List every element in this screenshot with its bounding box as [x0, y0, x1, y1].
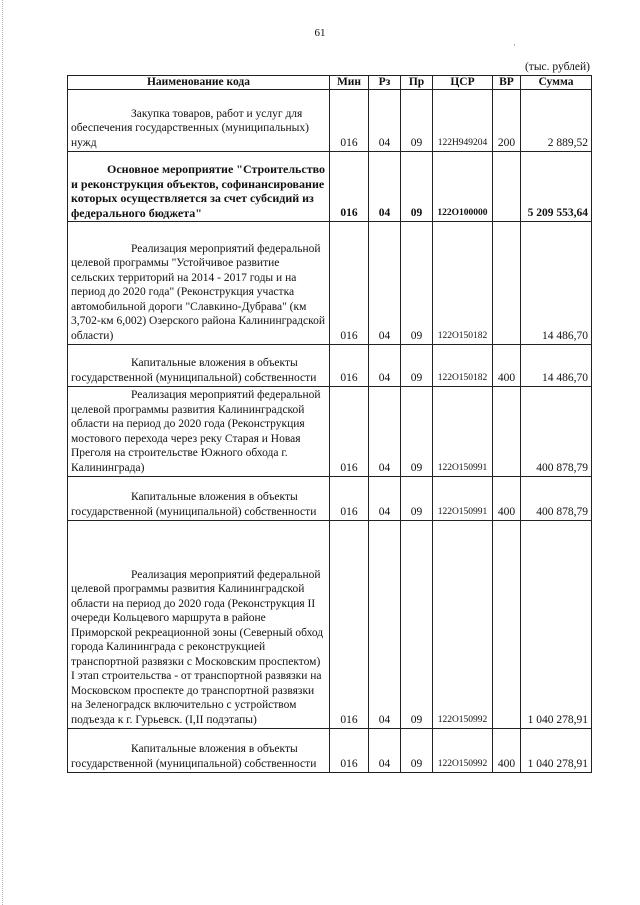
- row-name: Капитальные вложения в объекты государственной (муниципальной) собственности: [68, 729, 330, 773]
- col-header-rz: Рз: [369, 76, 401, 90]
- row-name: Капитальные вложения в объекты государственной (муниципальной) собственности: [68, 477, 330, 521]
- row-rz: 04: [369, 222, 401, 345]
- col-header-sum: Сумма: [521, 76, 592, 90]
- scan-margin-line: [2, 0, 3, 905]
- col-header-min: Мин: [330, 76, 369, 90]
- row-csr: 122О150992: [433, 729, 493, 773]
- row-min: 016: [330, 90, 369, 152]
- row-csr: 122О150182: [433, 222, 493, 345]
- row-pr: 09: [401, 345, 433, 387]
- row-pr: 09: [401, 477, 433, 521]
- row-rz: 04: [369, 387, 401, 477]
- units-label: (тыс. рублей): [524, 61, 590, 73]
- table-row: [68, 521, 592, 729]
- row-sum: 400 878,79: [521, 387, 592, 477]
- row-sum: 2 889,52: [521, 90, 592, 152]
- row-name: Реализация мероприятий федеральной целевой программы развития Калининградской области на период до 2020 года (Реконструкция II очереди Кольцевого маршрута в районе Приморской рекреационной зоны (Северный обход города Калининграда с реконструкцией транспортной развязки с Московским проспектом) I этап строительства - от транспортной развязки на Московском проспекте до транспортной развязки на Зеленоградск включительно с устройством подъезда к г. Гурьевск. (I,II подэтапы): [68, 521, 330, 729]
- row-min: 016: [330, 152, 369, 222]
- row-csr: 122О150992: [433, 521, 493, 729]
- row-sum: 400 878,79: [521, 477, 592, 521]
- scan-speck: ·: [513, 40, 516, 50]
- row-min: 016: [330, 521, 369, 729]
- row-sum: 14 486,70: [521, 222, 592, 345]
- row-vr: 400: [493, 477, 521, 521]
- row-name: Капитальные вложения в объекты государственной (муниципальной) собственности: [68, 345, 330, 387]
- row-min: 016: [330, 477, 369, 521]
- row-name: Реализация мероприятий федеральной целевой программы развития Калининградской области на период до 2020 года (Реконструкция мостового перехода через реку Старая и Новая Преголя на строительстве Южного обхода г. Калининграда): [68, 387, 330, 477]
- page-number: 61: [314, 27, 326, 39]
- row-rz: 04: [369, 729, 401, 773]
- col-header-csr: ЦСР: [433, 76, 493, 90]
- row-sum: 1 040 278,91: [521, 521, 592, 729]
- row-rz: 04: [369, 345, 401, 387]
- table-row: [68, 345, 592, 387]
- table-row: [68, 477, 592, 521]
- row-csr: 122Н949204: [433, 90, 493, 152]
- row-min: 016: [330, 387, 369, 477]
- row-min: 016: [330, 345, 369, 387]
- row-vr: [493, 222, 521, 345]
- row-vr: [493, 521, 521, 729]
- col-header-vr: ВР: [493, 76, 521, 90]
- row-rz: 04: [369, 521, 401, 729]
- row-vr: [493, 152, 521, 222]
- row-vr: 200: [493, 90, 521, 152]
- row-rz: 04: [369, 90, 401, 152]
- row-pr: 09: [401, 387, 433, 477]
- row-sum: 14 486,70: [521, 345, 592, 387]
- table-row: [68, 222, 592, 345]
- row-pr: 09: [401, 521, 433, 729]
- row-rz: 04: [369, 477, 401, 521]
- table-row: [68, 152, 592, 222]
- budget-table: [67, 75, 592, 773]
- row-pr: 09: [401, 729, 433, 773]
- row-min: 016: [330, 222, 369, 345]
- table-row: [68, 729, 592, 773]
- row-vr: 400: [493, 345, 521, 387]
- row-pr: 09: [401, 152, 433, 222]
- table-header-row: [68, 76, 592, 90]
- row-name: Основное мероприятие "Строительство и реконструкция объектов, софинансирование которых осуществляется за счет субсидий из федерального бюджета": [68, 152, 330, 222]
- row-sum: 1 040 278,91: [521, 729, 592, 773]
- row-pr: 09: [401, 90, 433, 152]
- row-csr: 122О150991: [433, 477, 493, 521]
- table-row: [68, 90, 592, 152]
- row-pr: 09: [401, 222, 433, 345]
- row-name: Реализация мероприятий федеральной целевой программы "Устойчивое развитие сельских территорий на 2014 - 2017 годы и на период до 2020 года" (Реконструкция участка автомобильной дороги "Славкино-Дубрава" (км 3,702-км 6,002) Озерского района Калининградской области): [68, 222, 330, 345]
- row-sum: 5 209 553,64: [521, 152, 592, 222]
- row-vr: [493, 387, 521, 477]
- row-csr: 122О150991: [433, 387, 493, 477]
- row-min: 016: [330, 729, 369, 773]
- row-name: Закупка товаров, работ и услуг для обеспечения государственных (муниципальных) нужд: [68, 90, 330, 152]
- row-csr: 122О100000: [433, 152, 493, 222]
- col-header-pr: Пр: [401, 76, 433, 90]
- row-rz: 04: [369, 152, 401, 222]
- col-header-name: Наименование кода: [68, 76, 330, 90]
- table-row: [68, 387, 592, 477]
- row-csr: 122О150182: [433, 345, 493, 387]
- row-vr: 400: [493, 729, 521, 773]
